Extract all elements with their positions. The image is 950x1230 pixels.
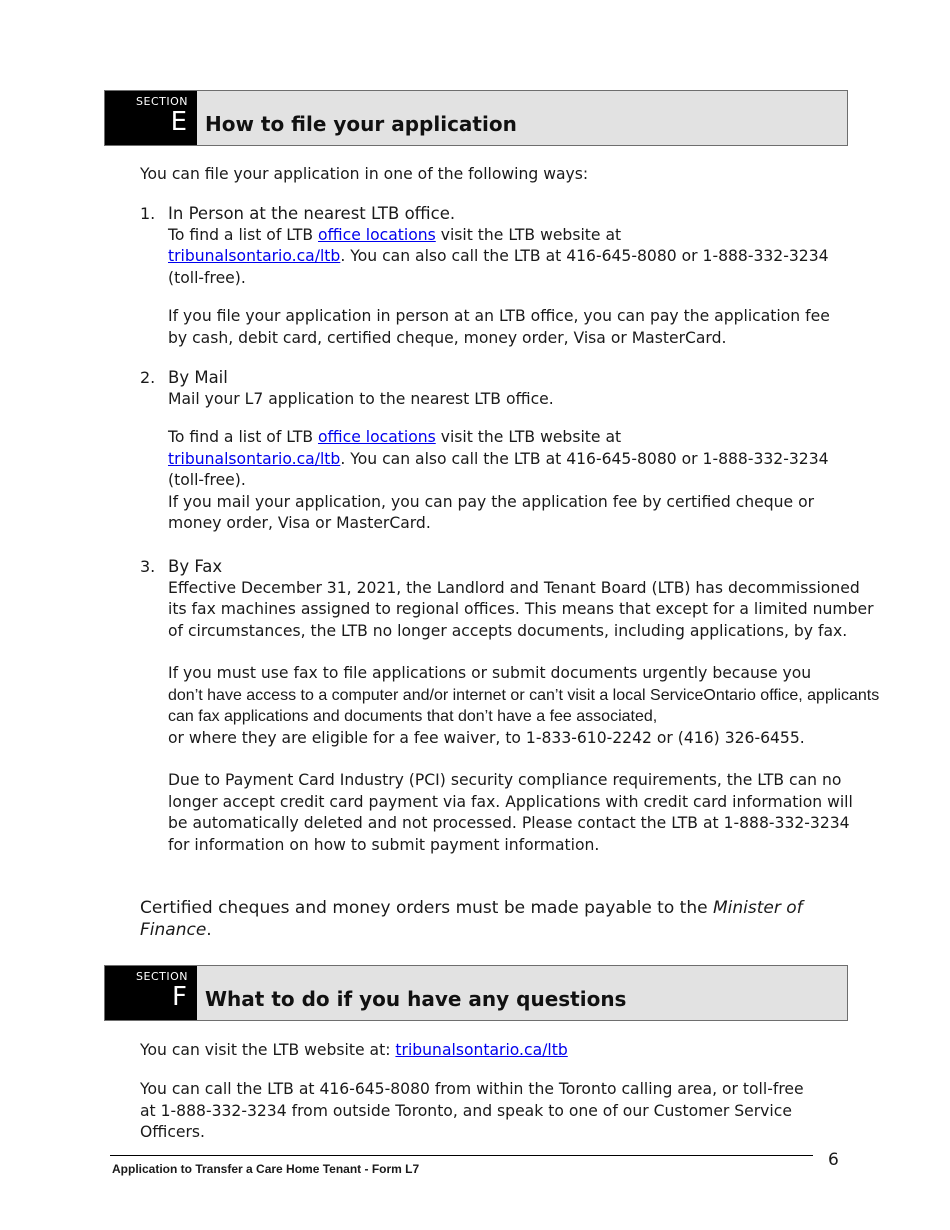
visit-text: You can visit the LTB website at: — [140, 1041, 396, 1059]
ltb-website-link-3[interactable]: tribunalsontario.ca/ltb — [395, 1041, 568, 1059]
item-3-para2-b: don’t have access to a computer and/or internet or can’t visit a local ServiceOntario office, applicants can fax applications and documents that don’t have a fee associated, — [168, 686, 880, 725]
section-e-title: How to file your application — [205, 112, 517, 136]
payable-end: . — [206, 919, 212, 940]
payable-italic: Minister of Finance — [140, 898, 803, 940]
office-locations-link-2[interactable]: office locations — [318, 428, 436, 446]
section-f-header — [104, 965, 848, 1021]
item-1-pay-text: If you file your application in person at an LTB office, you can pay the application fee by cash, debit card, certified cheque, money order, Visa or MasterCard. — [168, 307, 830, 347]
item-3-para1: Effective December 31, 2021, the Landlord and Tenant Board (LTB) has decommissioned its fax machines assigned to regional offices. This means that except for a limited number of circumstances, the LTB no longer accepts documents, including applications, by fax. — [168, 578, 874, 640]
section-e-letter: E — [170, 107, 187, 137]
item-2-number: 2. — [140, 368, 156, 387]
item-1-find-pre: To find a list of LTB — [168, 225, 319, 244]
item-2-find-pre: To find a list of LTB — [168, 428, 319, 446]
page-number: 6 — [828, 1150, 839, 1170]
item-1-find-text — [168, 225, 838, 290]
section-f-letter: F — [172, 982, 187, 1012]
footer-divider — [110, 1155, 813, 1156]
item-1-find-mid: visit the LTB website at — [435, 225, 622, 244]
visit-website-text — [140, 1040, 855, 1062]
item-3-number: 3. — [140, 557, 156, 576]
payable-text: Certified cheques and money orders must be made payable to the — [140, 898, 713, 918]
item-2-find-mid: visit the LTB website at — [435, 428, 622, 446]
section-f-label: SECTION — [136, 970, 188, 983]
section-e-label: SECTION — [136, 95, 188, 108]
item-3-para2 — [168, 663, 880, 749]
item-3-title: By Fax — [168, 557, 223, 576]
item-2-mail-text: Mail your L7 application to the nearest LTB office. — [168, 389, 554, 408]
call-ltb-text: You can call the LTB at 416-645-8080 from within the Toronto calling area, or toll-free at 1-888-332-3234 from outside Toronto, and speak to one of our Customer Service Officers. — [140, 1080, 804, 1141]
section-e-intro: You can file your application in one of the following ways: — [140, 165, 589, 183]
footer-form-title: Application to Transfer a Care Home Tenant - Form L7 — [112, 1162, 420, 1176]
item-3-para2-a: If you must use fax to file applications or submit documents urgently because you — [168, 664, 812, 682]
item-3-para2-c: or where they are eligible for a fee waiver, to 1-833-610-2242 or (416) 326-6455. — [168, 728, 805, 747]
item-in-person — [168, 203, 838, 349]
ltb-website-link[interactable]: tribunalsontario.ca/ltb — [168, 247, 341, 265]
item-2-find-text — [168, 427, 838, 492]
item-1-call-text: . You can also call the LTB at 416-645-8080 or 1-888-332-3234 (toll-free). — [168, 247, 829, 287]
section-e-header — [104, 90, 848, 146]
section-e-tab — [105, 91, 197, 145]
ltb-website-link-2[interactable]: tribunalsontario.ca/ltb — [168, 449, 341, 468]
item-1-title: In Person at the nearest LTB office. — [168, 204, 456, 223]
section-f-tab — [105, 966, 197, 1020]
office-locations-link[interactable]: office locations — [318, 225, 436, 244]
item-2-title: By Mail — [168, 368, 228, 387]
item-3-para3: Due to Payment Card Industry (PCI) security compliance requirements, the LTB can no longer accept credit card payment via fax. Applications with credit card information will be automatically deleted and not processed. Please contact the LTB at 1-888-332-3234 for information on how to submit payment information. — [168, 771, 853, 854]
section-f-title: What to do if you have any questions — [205, 987, 627, 1011]
payable-note — [140, 898, 840, 941]
item-by-fax — [168, 556, 880, 856]
item-2-pay-text: If you mail your application, you can pay the application fee by certified cheque or money order, Visa or MasterCard. — [168, 492, 815, 532]
item-2-call-text: . You can also call the LTB at 416-645-8080 or 1-888-332-3234 (toll-free). — [168, 449, 829, 489]
item-1-number: 1. — [140, 204, 156, 223]
item-by-mail — [168, 367, 838, 535]
